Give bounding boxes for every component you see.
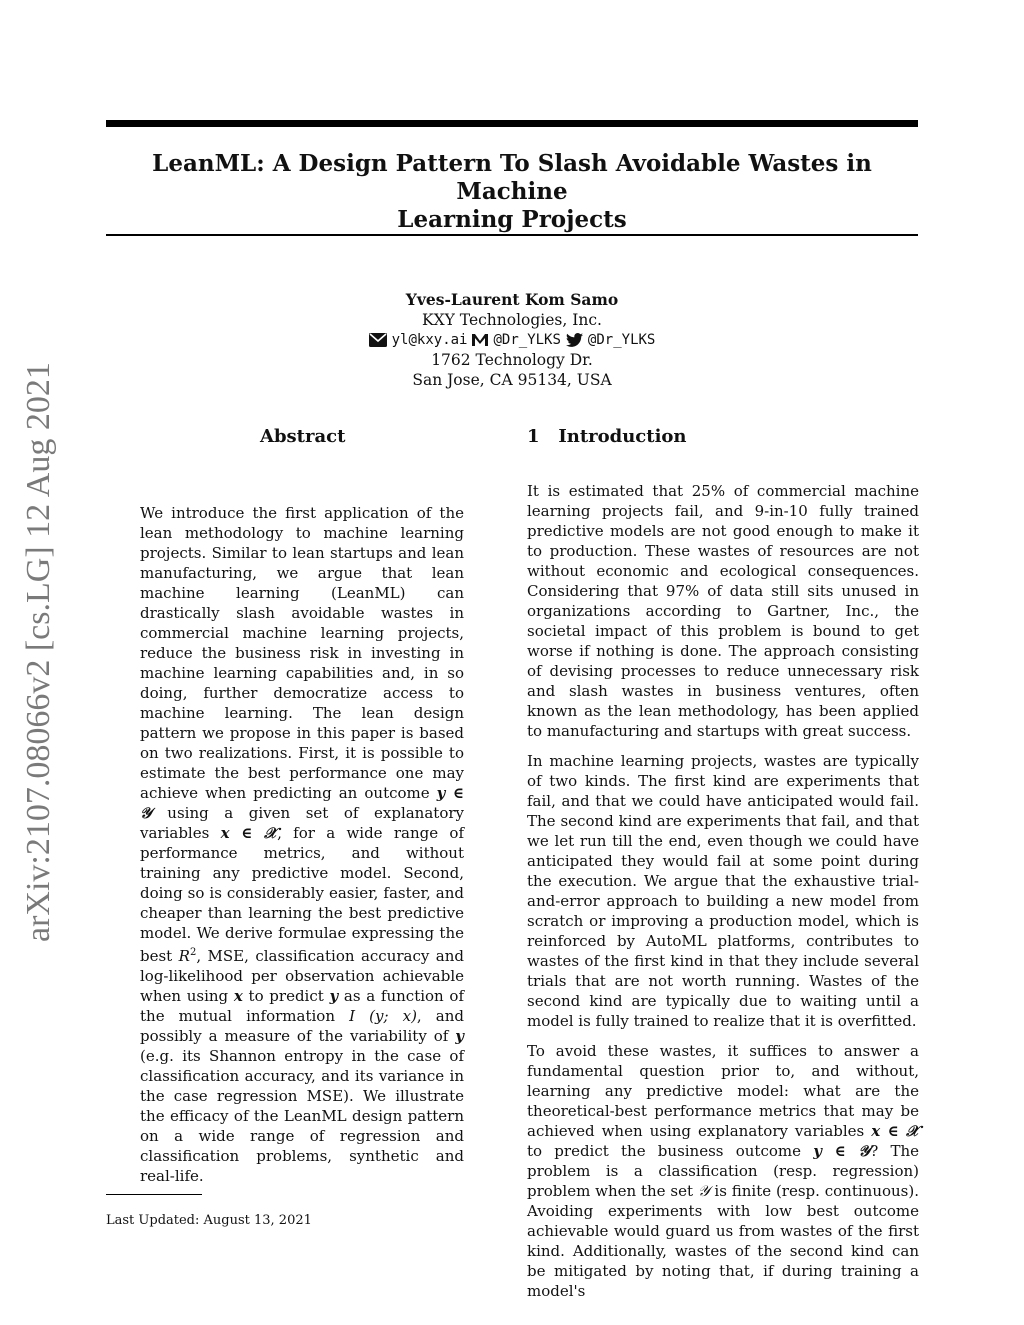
footnote-rule bbox=[106, 1194, 202, 1195]
math-superscript: 2 bbox=[189, 947, 197, 958]
title-line-2: Learning Projects bbox=[397, 206, 627, 233]
envelope-icon bbox=[369, 333, 387, 347]
author-twitter-handle[interactable]: @Dr_YLKS bbox=[587, 332, 656, 348]
introduction-heading: 1 Introduction bbox=[527, 426, 687, 447]
math-y: y bbox=[329, 987, 339, 1005]
footnote-last-updated: Last Updated: August 13, 2021 bbox=[106, 1213, 312, 1228]
author-city: San Jose, CA 95134, USA bbox=[412, 371, 612, 389]
author-medium-handle[interactable]: @Dr_YLKS bbox=[493, 332, 561, 348]
math-mutual-information: I (y; x) bbox=[349, 1007, 417, 1025]
math-r: R bbox=[178, 947, 190, 965]
abstract-body bbox=[140, 503, 464, 1196]
author-email[interactable]: yl@kxy.ai bbox=[391, 332, 468, 348]
intro-paragraph-2: In machine learning projects, wastes are typically of two kinds. The first kind are experiments that fail, and that we could have anticipated would fail. The second kind are experiments that fail, and that we let run till the end, even though we could have anticipated they would fail at some point during the execution. We argue that the exhaustive trial-and-error approach to building a new model from scratch or improving a production model, which is reinforced by AutoML platforms, contributes to wastes of the first kind in that they include several trials that are not worth running. Wastes of the second kind are typically due to waiting until a model is fully trained to realize that it is overfitted. bbox=[527, 752, 919, 1030]
abstract-heading: Abstract bbox=[260, 426, 346, 447]
title-top-rule bbox=[106, 120, 918, 127]
intro-paragraph-3: To avoid these wastes, it suffices to answer a fundamental question prior to, and without, learning any predictive model: what are the theoretical-best performance metrics that may be achieved when using explanatory variables x ∈ 𝒳 to predict the business outcome y ∈ 𝒴? The problem is a classification (resp. regression) problem when the set 𝒴 is finite (resp. continuous). Avoiding experiments with low best outcome achievable would guard us from wastes of the first kind. Additionally, wastes of the second kind can be mitigated by noting that, if during training a model's bbox=[527, 1042, 920, 1300]
intro-paragraph-1: It is estimated that 25% of commercial machine learning projects fail, and 9-in-10 fully trained predictive models are not good enough to make it to production. These wastes of resources are not without economic and ecological consequences. Considering that 97% of data still sits unused in organizations according to Gartner, Inc., the societal impact of this problem is bound to get worse if nothing is done. The approach consisting of devising processes to reduce unnecessary risk and slash wastes in business ventures, often known as the lean methodology, has been applied to manufacturing and startups with great success. bbox=[527, 482, 919, 740]
arxiv-side-label: arXiv:2107.08066v2 [cs.LG] 12 Aug 2021 bbox=[20, 362, 57, 942]
author-block bbox=[312, 290, 712, 390]
math-x: x bbox=[233, 987, 243, 1005]
author-street: 1762 Technology Dr. bbox=[431, 351, 593, 369]
twitter-icon bbox=[566, 333, 583, 347]
math-y: y bbox=[455, 1027, 464, 1045]
abstract-paragraph: We introduce the first application of the lean methodology to machine learning projects. Similar to lean startups and lean manufacturing, we argue that lean machine learning (LeanML) can drastically slash avoidable wastes in commercial machine learning projects, reduce the business risk in investing in machine learning capabilities and, in so doing, further democratize access to machine learning. The lean design pattern we propose in this paper is based on two realizations. First, it is possible to estimate the best performance one may achieve when predicting an outcome y ∈ 𝒴 using a given set of explanatory variables x ∈ 𝒳, for a wide range of performance metrics, and without training any predictive model. Second, doing so is considerably easier, faster, and cheaper than learning the best predictive model. We derive formulae expressing the best $R^2$, MSE, classification accuracy and log-likelihood per observation achievable when using x to predict y as a function of the mutual information I (y; x), and possibly a measure of the variability of y (e.g. its Shannon entropy in the case of classification accuracy, and its variance in the case regression MSE). We illustrate the efficacy of the LeanML design pattern on a wide range of regression and classification problems, synthetic and real-life. bbox=[140, 504, 465, 1185]
author-name: Yves-Laurent Kom Samo bbox=[405, 290, 619, 309]
math-y-in-Y: y ∈ 𝒴 bbox=[140, 784, 464, 822]
author-org: KXY Technologies, Inc. bbox=[422, 311, 602, 329]
math-y-in-Y: y ∈ 𝒴 bbox=[813, 1142, 871, 1160]
author-contacts bbox=[312, 330, 712, 350]
title-bottom-rule bbox=[106, 234, 918, 236]
math-x-in-X: x ∈ 𝒳 bbox=[871, 1122, 919, 1140]
medium-icon bbox=[472, 333, 488, 347]
title-line-1: LeanML: A Design Pattern To Slash Avoidable Wastes in Machine bbox=[152, 150, 872, 205]
math-set-Y: 𝒴 bbox=[697, 1182, 710, 1200]
paper-title bbox=[106, 150, 918, 234]
introduction-body bbox=[527, 481, 919, 1311]
math-x-in-X: x ∈ 𝒳 bbox=[220, 824, 278, 842]
